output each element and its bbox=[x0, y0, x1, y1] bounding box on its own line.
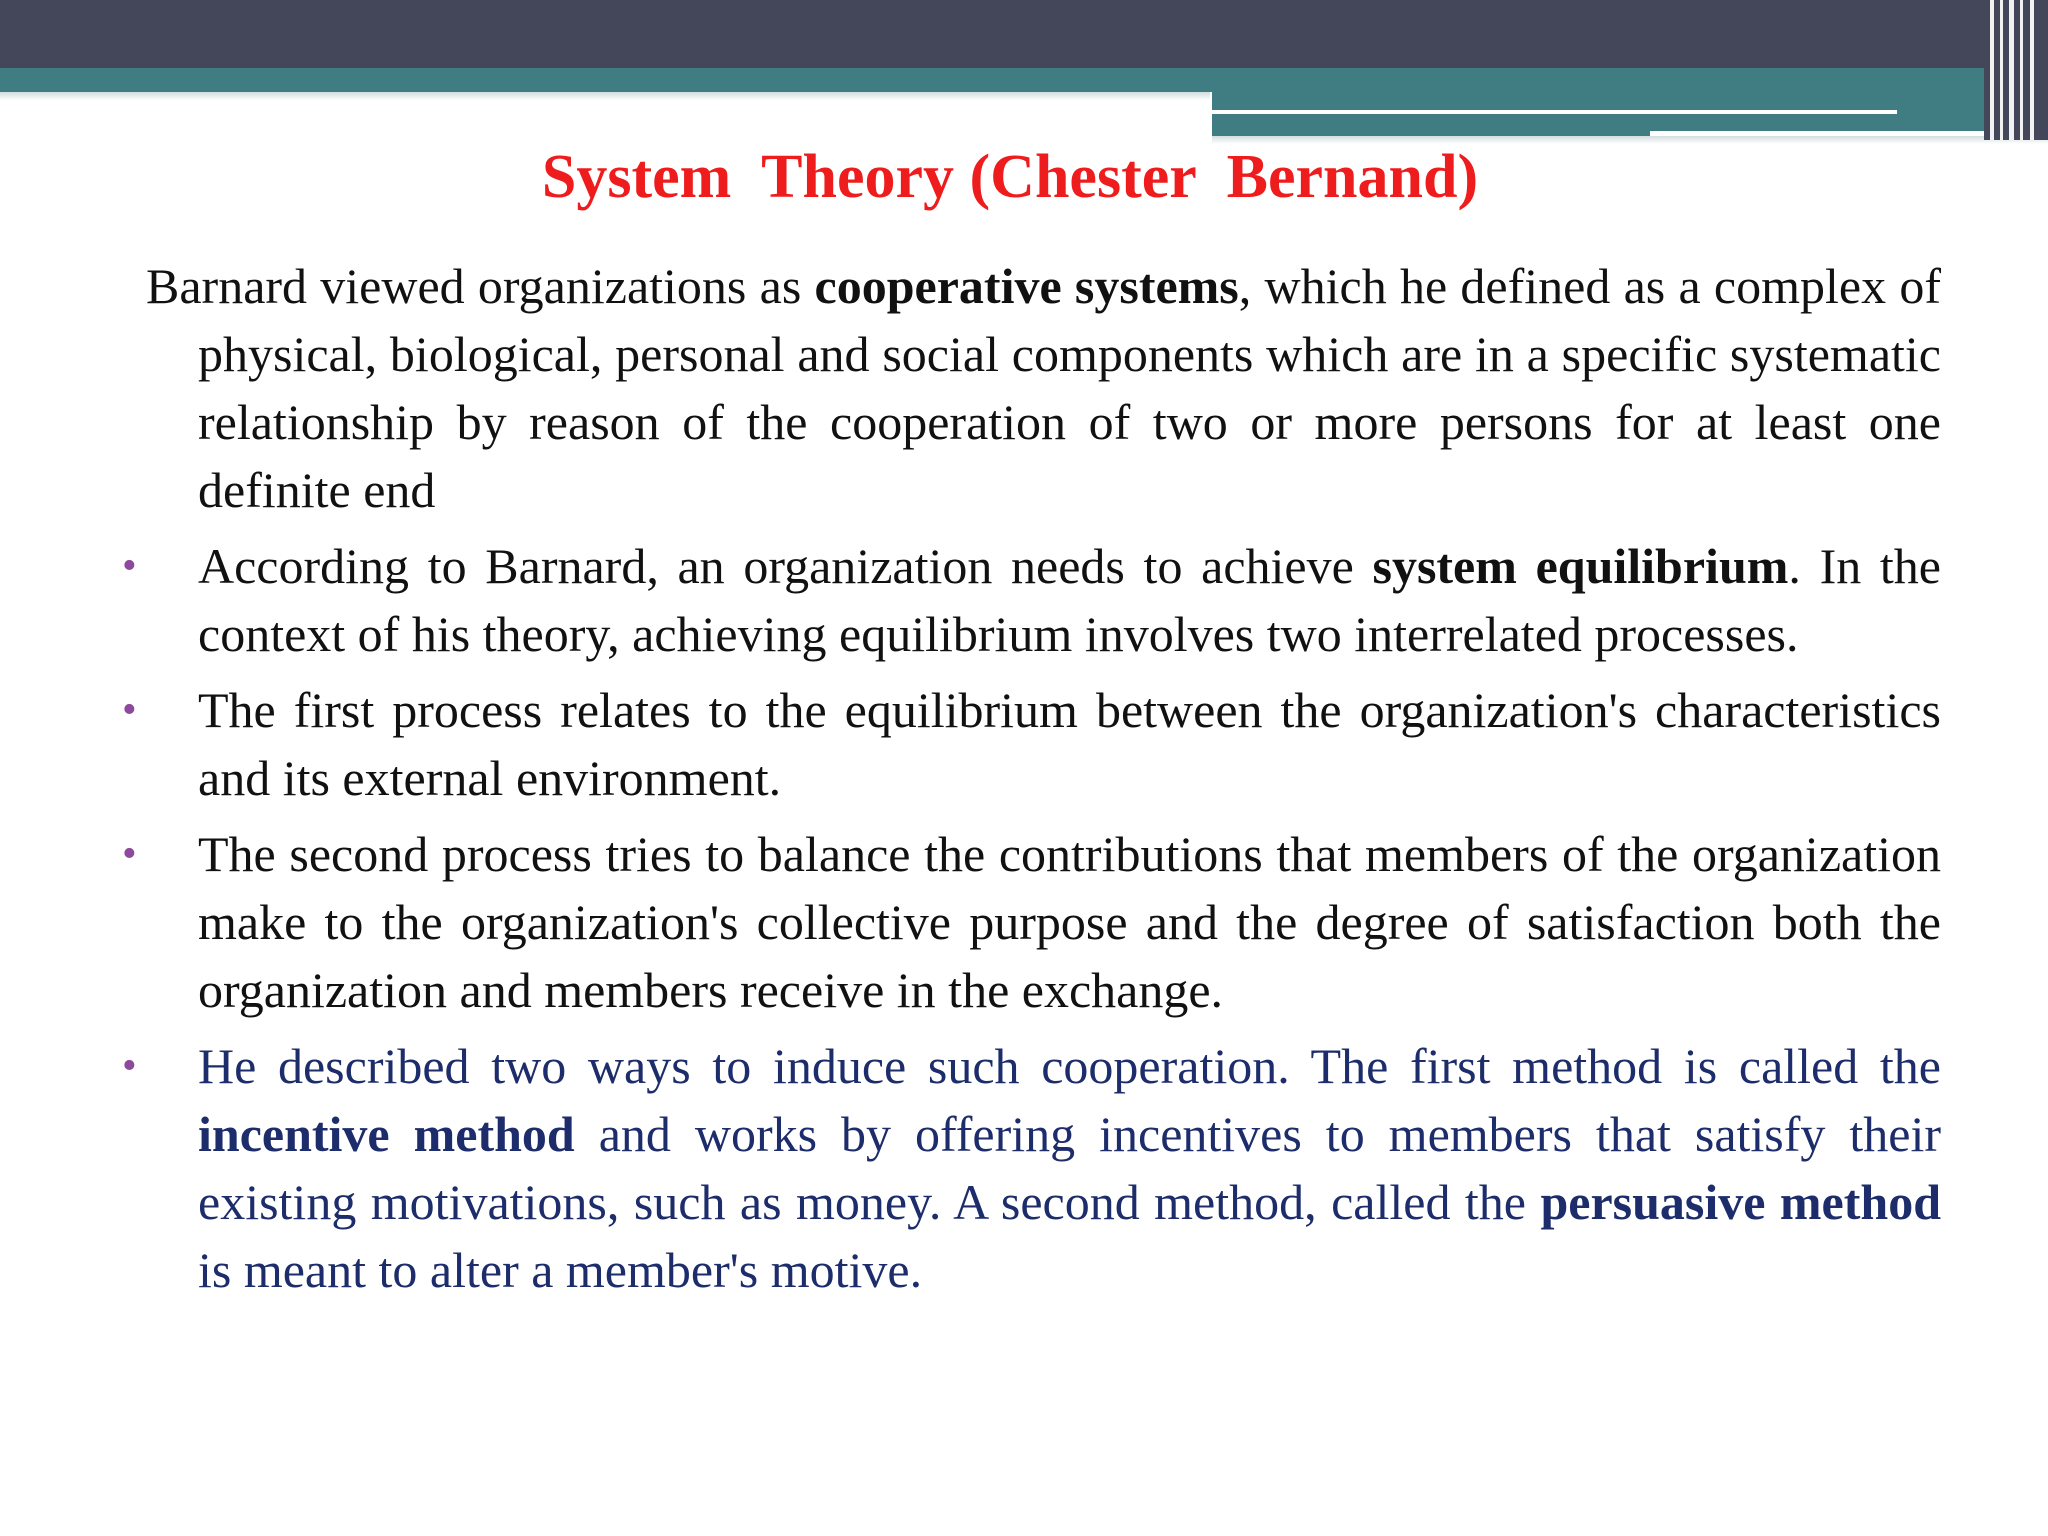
intro-text: , which he defined as a complex of physical, biological, personal and social components which are in a specific systematic relationship by reason of the cooperation of two or more persons for at least one definite end bbox=[198, 258, 1941, 518]
bullet-text: The second process tries to balance the contributions that members of the organization make to the organization's collective purpose and the degree of satisfaction both the organization and members receive in the exchange. bbox=[198, 826, 1941, 1018]
bullet-marker: • bbox=[122, 543, 137, 589]
header-edge-stripe bbox=[2009, 0, 2014, 140]
intro-paragraph bbox=[146, 252, 1941, 524]
bullet-marker: • bbox=[122, 687, 137, 733]
header-banner-dark bbox=[0, 0, 2048, 68]
bullet-marker: • bbox=[122, 1043, 137, 1089]
bullet-item bbox=[122, 676, 1941, 812]
bullet-text: He described two ways to induce such cooperation. The first method is called the bbox=[198, 1038, 1941, 1094]
intro-text: Barnard viewed organizations as bbox=[146, 258, 815, 314]
slide-body bbox=[122, 252, 1942, 1304]
bullet-text: The first process relates to the equilibrium between the organization's characteristics and its external environment. bbox=[198, 682, 1941, 806]
bullet-text: According to Barnard, an organization needs to achieve bbox=[198, 538, 1373, 594]
bullet-item bbox=[122, 820, 1941, 1024]
slide-title: System Theory (Chester Bernand) bbox=[541, 143, 1479, 211]
header-banner-shadow bbox=[0, 92, 1210, 100]
bullet-text: and works by offering incentives to members that satisfy their existing motivations, such as money. A second method, called the bbox=[198, 1106, 1942, 1230]
header-banner-step bbox=[1212, 92, 2048, 136]
header-edge-stripe bbox=[2020, 0, 2023, 140]
bullet-text: . In the context of his theory, achieving equilibrium involves two interrelated processes. bbox=[198, 538, 1941, 662]
bullet-bold-term: system equilibrium bbox=[1372, 538, 1789, 594]
header-edge-stripe bbox=[1990, 0, 1994, 140]
bullet-item bbox=[122, 1032, 1942, 1304]
bullet-text: is meant to alter a member's motive. bbox=[198, 1242, 923, 1298]
bullet-bold-term: persuasive method bbox=[1540, 1174, 1941, 1230]
bullet-bold-term: incentive method bbox=[198, 1106, 575, 1162]
bullet-marker: • bbox=[122, 831, 137, 877]
header-edge-stripe bbox=[2000, 0, 2003, 140]
header-accent-line bbox=[1212, 110, 1897, 114]
bullet-item bbox=[122, 532, 1941, 668]
intro-bold-term: cooperative systems bbox=[814, 258, 1239, 314]
header-edge-stripe bbox=[2030, 0, 2034, 140]
header-banner-teal bbox=[0, 68, 2048, 92]
